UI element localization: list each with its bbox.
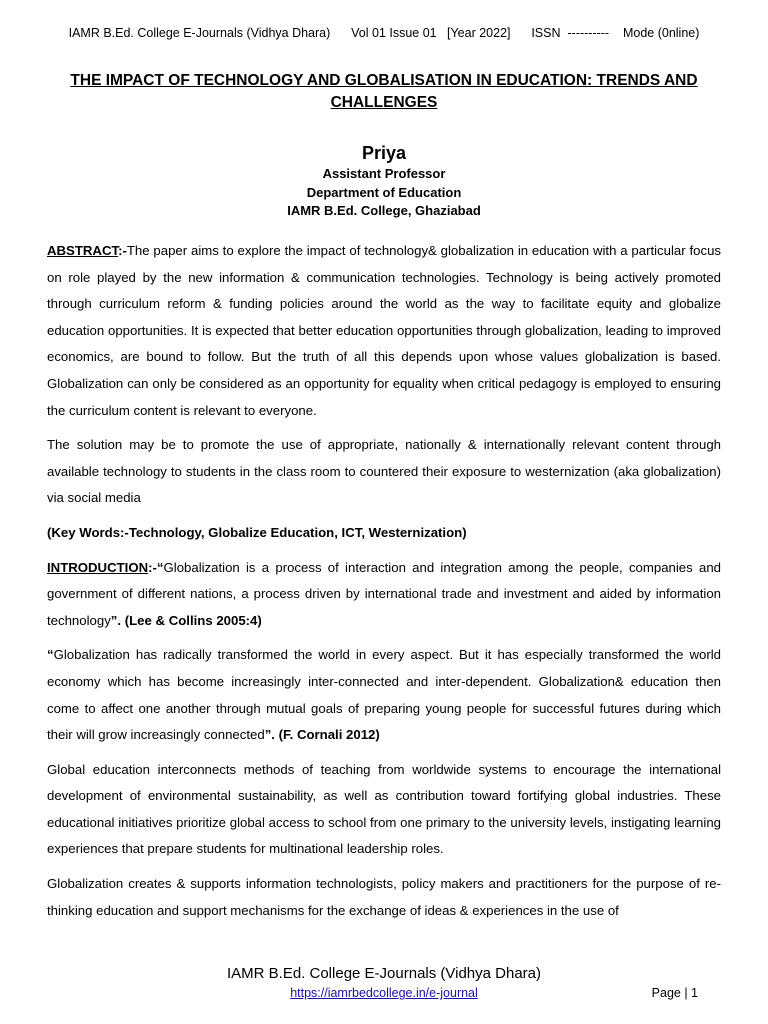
- footer-link[interactable]: https://iamrbedcollege.in/e-journal: [290, 986, 478, 1000]
- quote-1-end: ”.: [110, 612, 122, 628]
- introduction-quote-2: Globalization has radically transformed the world in every aspect. But it has especially transformed the world economy which has become increasingly inter-connected and inter-dependent. Globalization& education then come to affect one another through mutual goals of preparing young people for successful futures during which their will grow increasingly connected: [47, 647, 721, 743]
- author-position: Assistant Professor: [322, 166, 446, 181]
- global-education-paragraph: Global education interconnects methods of teaching from worldwide systems to encourage the international development of environmental sustainability, as well as contribution toward fortifying global industries. These educational initiatives prioritize global access to school from one primary to the university levels, instigating learning experiences that prepare students for multinational leadership roles.: [47, 761, 721, 857]
- quote-2-end: ”.: [264, 727, 275, 743]
- abstract-separator: :-: [118, 243, 127, 258]
- abstract-label: ABSTRACT: [47, 243, 119, 258]
- author-department: Department of Education: [306, 184, 462, 200]
- citation-1: (Lee & Collins 2005:4): [124, 612, 262, 628]
- introduction-label: INTRODUCTION: [47, 559, 149, 575]
- abstract-paragraph: [47, 238, 721, 424]
- quote-2-paragraph: [47, 642, 721, 748]
- running-header: IAMR B.Ed. College E-Journals (Vidhya Dhara) Vol 01 Issue 01 [Year 2022] ISSN ---------- Mode (0nline): [68, 26, 700, 40]
- page-number: Page | 1: [651, 986, 698, 1000]
- author-block: [0, 141, 768, 221]
- author-name: Priya: [361, 143, 407, 163]
- globalization-paragraph: Globalization creates & supports information technologists, policy makers and practitioners for the purpose of re-thinking education and support mechanisms for the exchange of ideas & experiences in the use of: [47, 876, 721, 918]
- introduction-quote-1: Globalization is a process of interaction and integration among the people, companies and government of different nations, a process driven by international trade and investment and aided by information technology: [47, 559, 721, 628]
- paper-title: THE IMPACT OF TECHNOLOGY AND GLOBALISATION IN EDUCATION: TRENDS AND CHALLENGES: [70, 72, 698, 111]
- introduction-separator: :-“: [148, 559, 164, 575]
- paper-body: [47, 238, 721, 932]
- footer-journal-name: IAMR B.Ed. College E-Journals (Vidhya Dhara): [226, 965, 542, 982]
- introduction-paragraph: [47, 555, 721, 635]
- quote-2-start: “: [47, 647, 54, 663]
- abstract-paragraph-2: The solution may be to promote the use of appropriate, nationally & internationally relevant content through available technology to students in the class room to countered their exposure to westernization (aka globalization) via social media: [47, 437, 721, 506]
- author-institution: IAMR B.Ed. College, Ghaziabad: [287, 203, 481, 218]
- keywords: (Key Words:-Technology, Globalize Education, ICT, Westernization): [47, 524, 467, 540]
- abstract-text: The paper aims to explore the impact of technology& globalization in education with a particular focus on role played by the new information & communication technologies. Technology is being actively promoted through curriculum reform & funding policies around the world as the way to facilitate equity and globalize education opportunities. It is expected that better education opportunities through globalization, leading to improved economics, are bound to follow. But the truth of all this depends upon whose values globalization is based. Globalization can only be considered as an opportunity for equality when critical pedagogy is employed to ensuring the curriculum content is relevant to everyone.: [47, 243, 721, 418]
- citation-2: (F. Cornali 2012): [278, 727, 380, 743]
